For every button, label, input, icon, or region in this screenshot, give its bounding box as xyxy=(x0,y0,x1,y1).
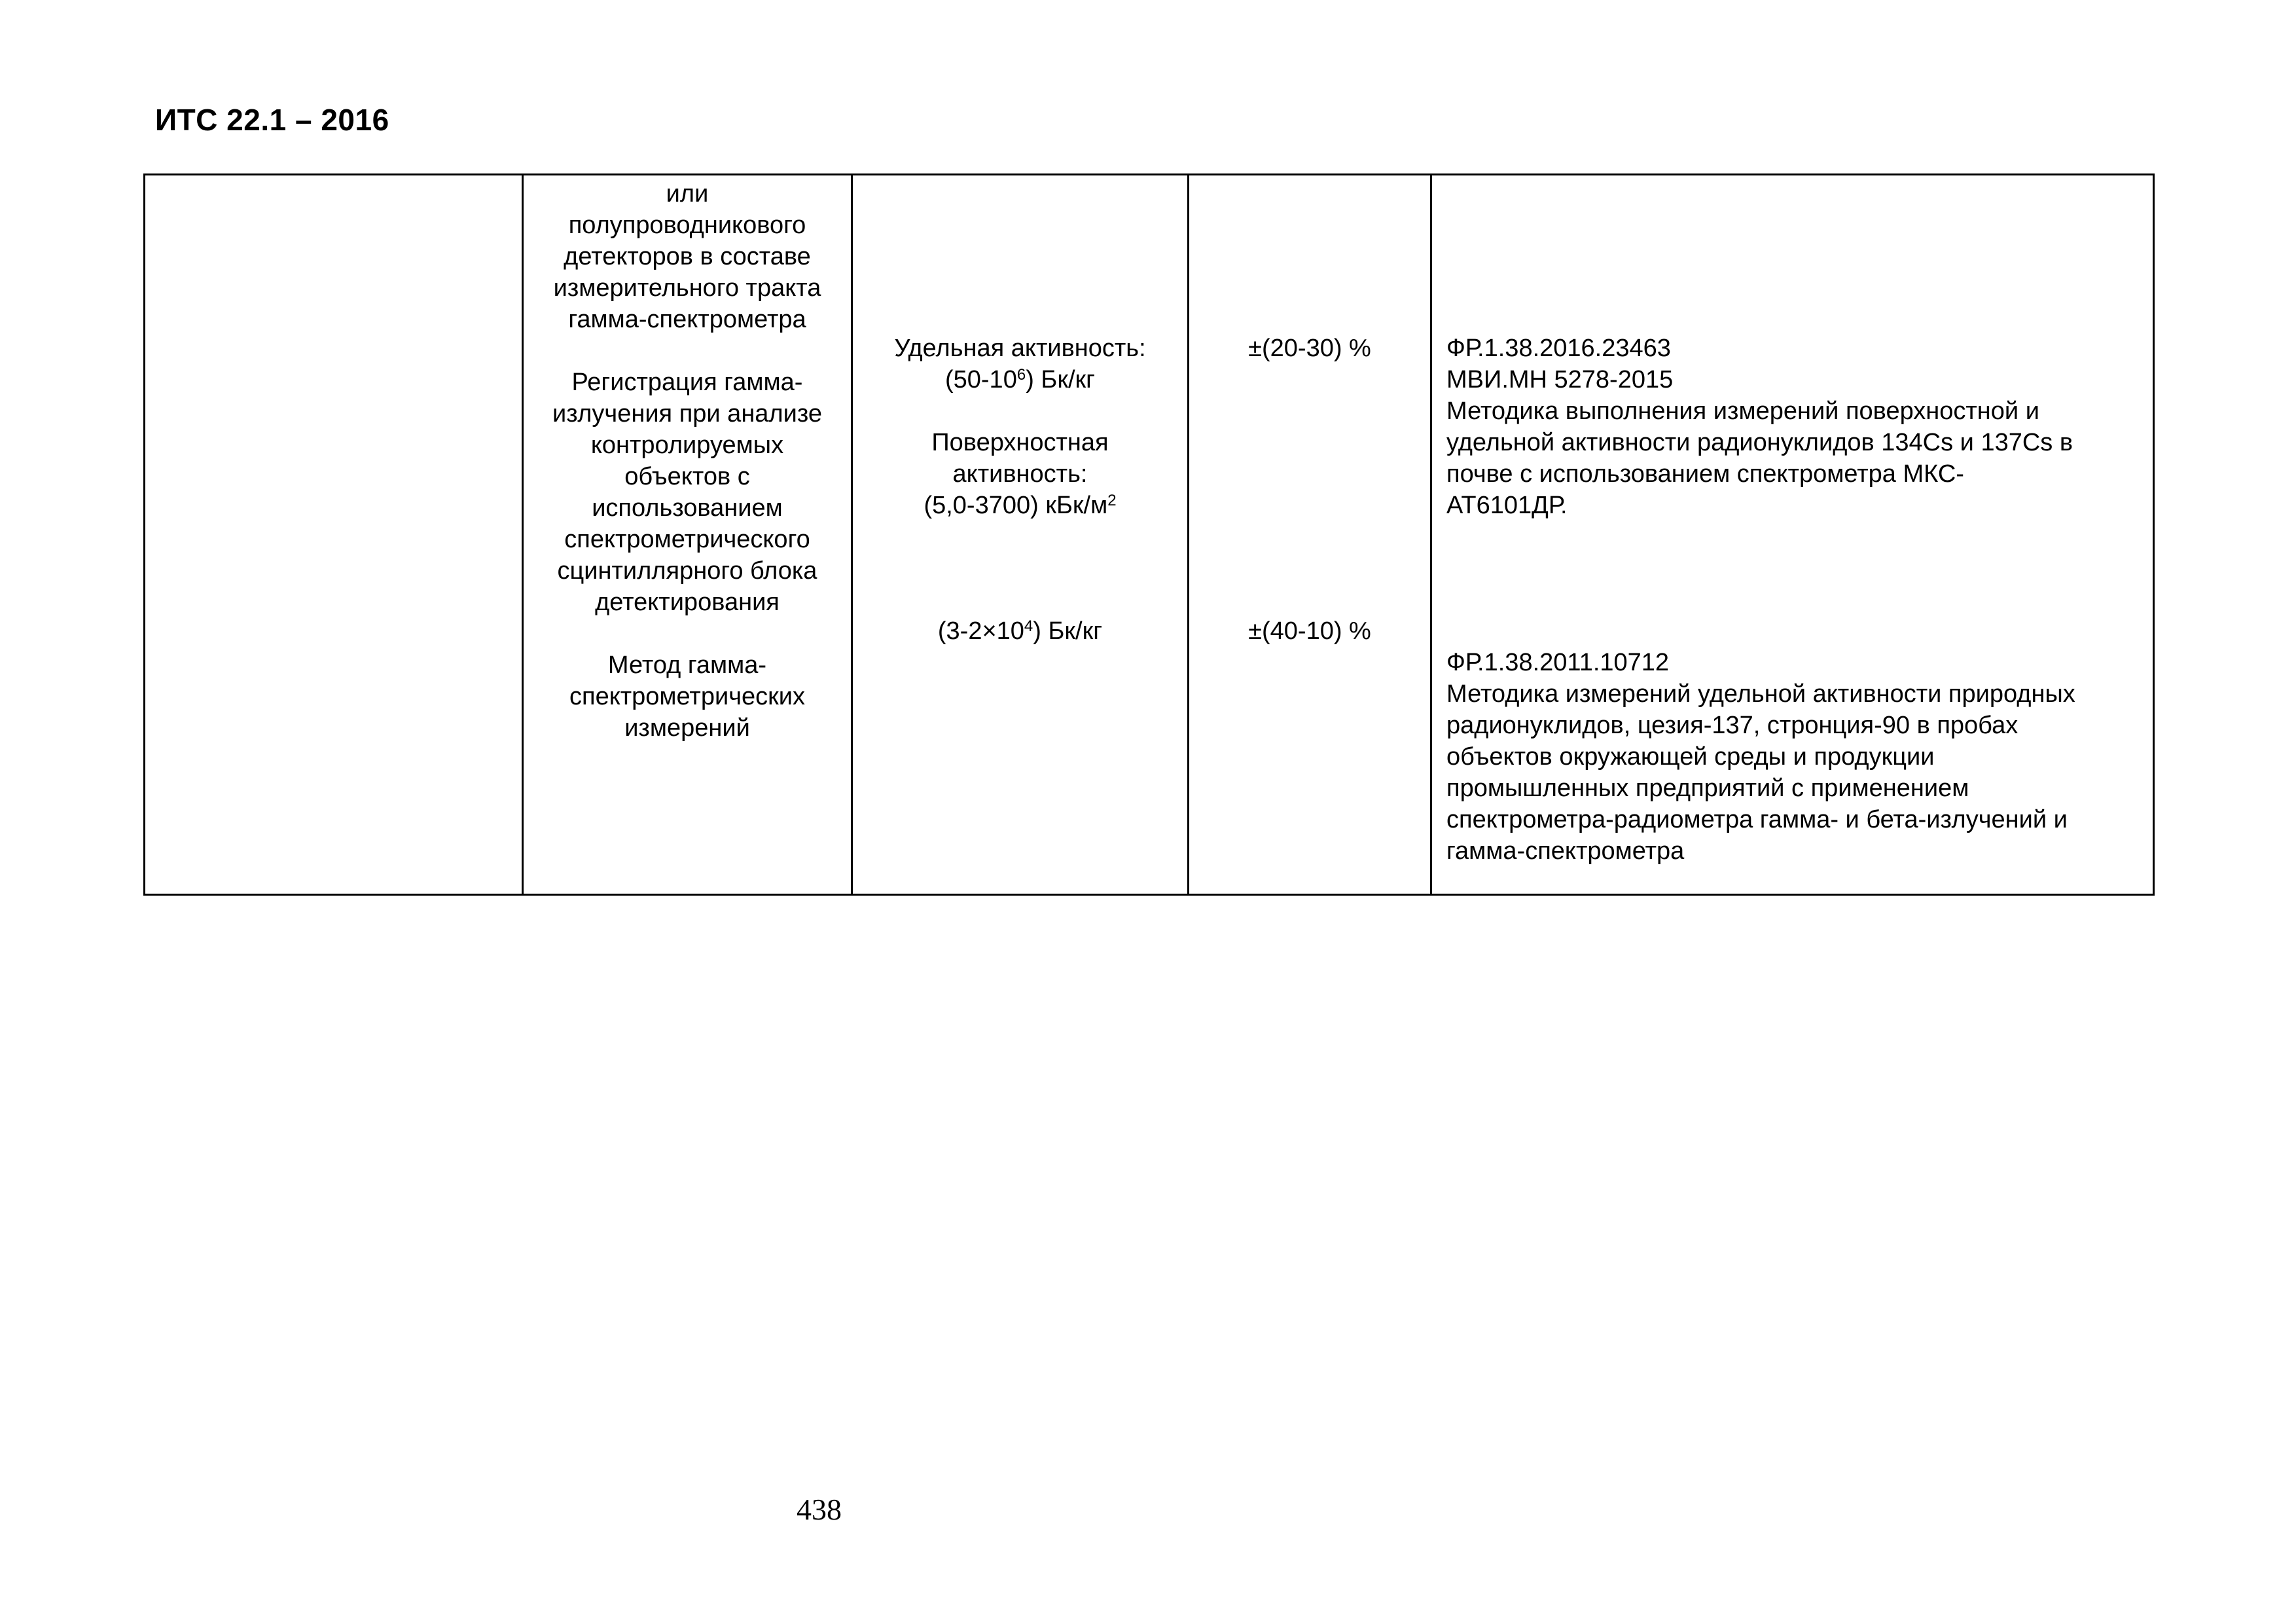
text-line: гамма-спектрометра xyxy=(568,306,806,333)
surface-activity-range: (5,0-3700) кБк/$м^2$ xyxy=(924,492,1117,519)
reference-code: ФР.1.38.2016.23463 xyxy=(1446,335,1671,362)
error-value-1: ±(20-30) % xyxy=(1248,335,1371,362)
text-line: Регистрация гамма- xyxy=(571,369,803,396)
table-cell-range xyxy=(852,175,1189,895)
reference-block-1 xyxy=(1446,333,2144,521)
text-line: объектов с xyxy=(624,463,750,490)
table-row xyxy=(145,175,2154,895)
document-header-title: ИТС 22.1 – 2016 xyxy=(155,103,389,137)
table-cell-error xyxy=(1189,175,1431,895)
reference-block-2 xyxy=(1446,647,2144,867)
text-line: Методика измерений удельной активности природных xyxy=(1446,680,2075,708)
text-line: измерений xyxy=(624,714,750,742)
specific-activity-range-2: $(3-2\times 10^4)$ Бк/кг xyxy=(937,617,1103,645)
error-value-2: ±(40-10) % xyxy=(1248,617,1371,645)
text-line: почве с использованием спектрометра МКС- xyxy=(1446,460,1964,488)
text-line: полупроводникового xyxy=(568,211,806,239)
table-cell-empty xyxy=(145,175,523,895)
specific-activity-label: Удельная активность: xyxy=(894,335,1146,362)
reference-code-2: МВИ.МН 5278-2015 xyxy=(1446,366,1674,393)
page-number: 438 xyxy=(797,1493,842,1526)
method-block-gamma xyxy=(531,649,843,744)
text-line: Методика выполнения измерений поверхностной и xyxy=(1446,397,2039,425)
surface-activity-label: Поверхностная xyxy=(931,429,1109,456)
surface-activity-label-2: активность: xyxy=(952,460,1088,488)
reference-code: ФР.1.38.2011.10712 xyxy=(1446,649,1670,676)
text-line: детектирования xyxy=(595,589,780,616)
methods-table xyxy=(143,173,2155,896)
text-line: Метод гамма- xyxy=(607,651,767,679)
text-line: спектрометрического xyxy=(564,526,810,553)
text-line: измерительного тракта xyxy=(553,274,821,302)
text-line: удельной активности радионуклидов 134Cs и 137Cs в xyxy=(1446,429,2073,456)
table-cell-method xyxy=(523,175,852,895)
text-line: радионуклидов, цезия-137, стронция-90 в пробах xyxy=(1446,712,2018,739)
text-line: контролируемых xyxy=(590,431,784,459)
text-line: спектрометра-радиометра гамма- и бета-излучений и xyxy=(1446,806,2068,833)
method-block-registration xyxy=(531,367,843,618)
text-line: излучения при анализе xyxy=(552,400,822,428)
text-line: объектов окружающей среды и продукции xyxy=(1446,743,1935,771)
text-line: гамма-спектрометра xyxy=(1446,837,1685,865)
method-block-detectors xyxy=(531,178,843,335)
table-cell-reference xyxy=(1431,175,2154,895)
text-line: детекторов в составе xyxy=(564,243,811,270)
text-line: АТ6101ДР. xyxy=(1446,492,1568,519)
specific-activity-range: $(50-10^6)$ Бк/кг xyxy=(944,366,1096,393)
text-line: сцинтиллярного блока xyxy=(557,557,817,585)
text-line: промышленных предприятий с применением xyxy=(1446,775,1969,802)
text-line: использованием xyxy=(592,494,783,522)
text-line: спектрометрических xyxy=(569,683,805,710)
text-line: или xyxy=(666,180,709,208)
